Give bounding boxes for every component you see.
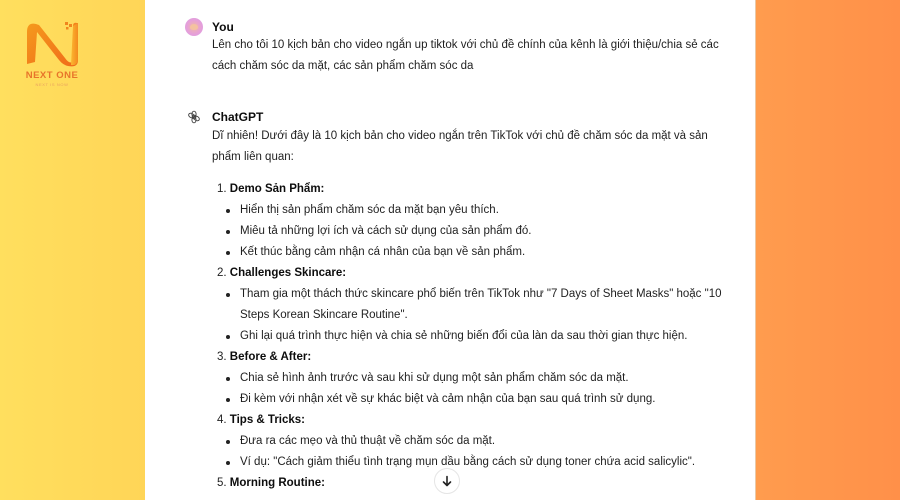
assistant-intro-text: Dĩ nhiên! Dưới đây là 10 kịch bản cho video ngắn trên TikTok với chủ đề chăm sóc da mặt và sản phẩm liên quan: xyxy=(212,130,708,163)
script-number: 2. xyxy=(217,267,227,279)
assistant-message-body xyxy=(212,126,725,494)
user-message xyxy=(185,18,725,77)
scroll-to-bottom-button[interactable] xyxy=(434,468,460,494)
script-title: Morning Routine: xyxy=(229,477,325,489)
script-title: Tips & Tricks: xyxy=(229,414,306,426)
script-number: 4. xyxy=(217,414,227,426)
script-bullet: Đưa ra các mẹo và thủ thuật về chăm sóc da mặt. xyxy=(240,431,725,452)
user-avatar xyxy=(185,18,203,36)
assistant-author-label: ChatGPT xyxy=(212,110,264,124)
script-item xyxy=(212,263,725,347)
script-title: Demo Sản Phẩm: xyxy=(229,183,325,195)
script-bullet: Kết thúc bằng cảm nhận cá nhân của bạn về sản phẩm. xyxy=(240,242,725,263)
script-item xyxy=(212,347,725,410)
script-title: Challenges Skincare: xyxy=(229,267,347,279)
script-item xyxy=(212,410,725,473)
script-bullet: Tham gia một thách thức skincare phổ biến trên TikTok như "7 Days of Sheet Masks" hoặc "10 Steps Korean Skincare Routine". xyxy=(240,284,725,326)
brand-tagline: NEXT IS NOW xyxy=(35,82,69,87)
script-title: Before & After: xyxy=(229,351,312,363)
right-brand-background xyxy=(755,0,900,500)
n-logo-icon xyxy=(21,18,83,68)
script-number: 5. xyxy=(217,477,227,489)
script-bullet: Chia sẻ hình ảnh trước và sau khi sử dụng một sản phẩm chăm sóc da mặt. xyxy=(240,368,725,389)
script-bullet: Miêu tả những lợi ích và cách sử dụng của sản phẩm đó. xyxy=(240,221,725,242)
brand-name: NEXT ONE xyxy=(25,70,79,81)
arrow-down-icon xyxy=(441,475,453,487)
left-brand-background xyxy=(0,0,145,500)
script-item xyxy=(212,473,725,494)
script-list xyxy=(212,179,725,494)
script-bullet: Đi kèm với nhận xét về sự khác biệt và cảm nhận của bạn sau quá trình sử dụng. xyxy=(240,389,725,410)
assistant-message xyxy=(185,108,725,494)
user-message-text: Lên cho tôi 10 kịch bản cho video ngắn up tiktok với chủ đề chính của kênh là giới thiệu/chia sẻ các cách chăm sóc da mặt, các sản phẩm chăm sóc da xyxy=(212,39,719,72)
script-bullet: Ghi lại quá trình thực hiện và chia sẻ những biến đổi của làn da sau thời gian thực hiện. xyxy=(240,326,725,347)
script-item xyxy=(212,179,725,263)
script-bullet: Ví dụ: "Cách giảm thiểu tình trạng mụn dầu bằng cách sử dụng toner chứa acid salicylic". xyxy=(240,452,725,473)
chatgpt-avatar xyxy=(185,108,203,126)
script-number: 3. xyxy=(217,351,227,363)
user-author-label: You xyxy=(212,20,234,34)
openai-logo-icon xyxy=(187,110,201,124)
script-number: 1. xyxy=(217,183,227,195)
next-one-logo xyxy=(12,18,92,90)
script-bullet: Hiển thị sản phẩm chăm sóc da mặt bạn yêu thích. xyxy=(240,200,725,221)
